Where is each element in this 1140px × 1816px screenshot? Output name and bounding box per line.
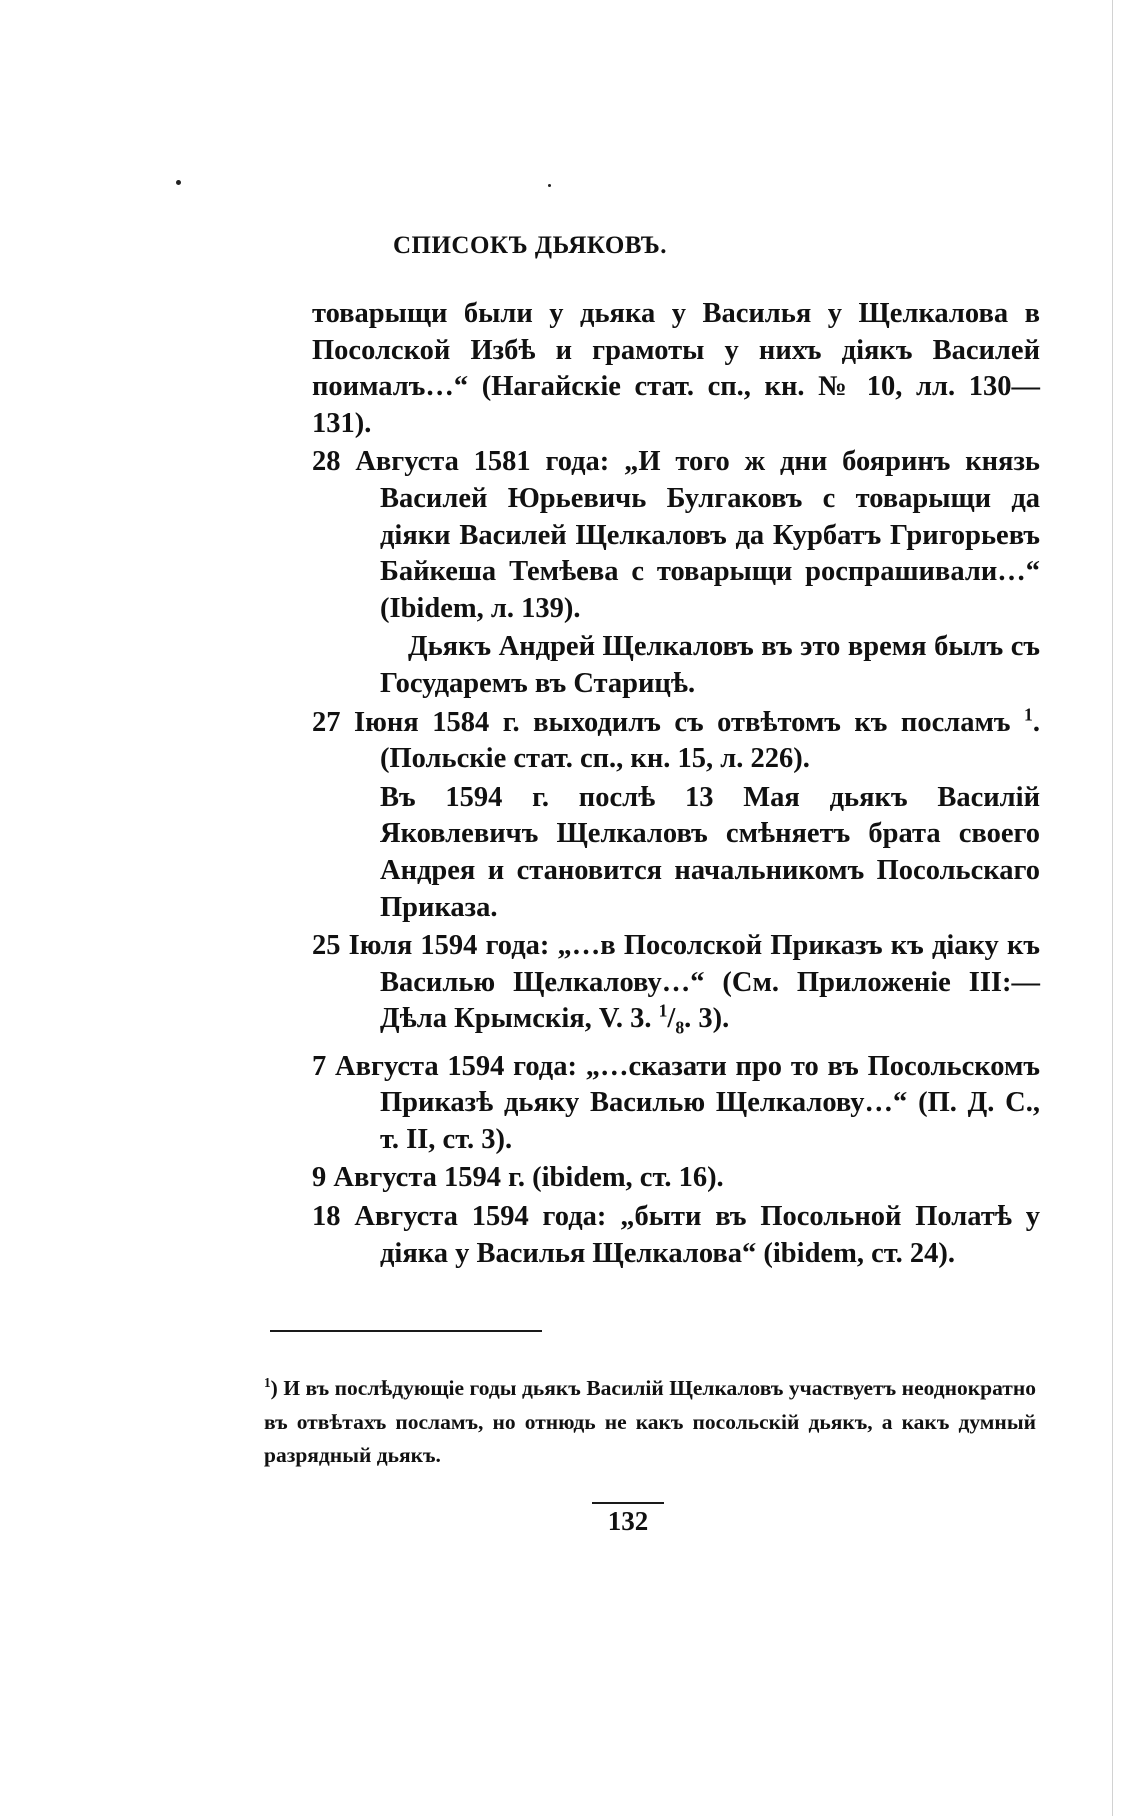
footnote-text: ) И въ послѣдующіе годы дьякъ Василій Щелкаловъ участвуетъ неоднократно въ отвѣтахъ посламъ, но отнюдь не какъ посольскій дьякъ, а какъ думный разрядный дьякъ.	[264, 1376, 1036, 1467]
entry-continuation	[244, 296, 1040, 442]
main-text	[312, 296, 1040, 1274]
running-head: СПИСОКЪ ДЬЯКОВЪ.	[392, 232, 668, 259]
entry-date: 25 Іюля 1594 года:	[312, 930, 558, 962]
entry-dated: 25 Іюля 1594 года: „…в Посолской Приказъ къ діаку къ Василью Щелкалову…“ (См. Приложеніе III:—Дѣла Крымскія, V. 3. $^1/_8$. 3).	[312, 930, 1040, 1038]
fraction-denominator: 8	[675, 1017, 685, 1038]
entry-text: „…сказати про то въ Посольскомъ Приказѣ дьяку Василью Щелкалову…“ (П. Д. С., т. II, ст. 3).	[380, 1050, 1041, 1155]
entry-text: „…в Посолской Приказъ къ діаку къ Василью Щелкалову…“ (См. Приложеніе III:—Дѣла Крымскія, V. 3.	[380, 930, 1040, 1035]
entry-date: 18 Августа 1594 года:	[312, 1200, 621, 1232]
entry-dated	[312, 1049, 1040, 1159]
entry-tail: . 3).	[684, 1003, 730, 1035]
entry-date: 28 Августа 1581 года:	[312, 446, 625, 478]
entry-date: 9 Августа 1594 г.	[312, 1162, 533, 1194]
page-number: 132	[592, 1502, 664, 1537]
entry-text: „И того ж дни бояринъ князь Василей Юрьевичь Булгаковъ с товарыщи да діяки Василей Щелкаловъ да Курбатъ Григорьевъ Байкеша Темѣева с товарыщи роспрашивали…“ (Ibidem, л. 139).	[380, 446, 1040, 624]
entry-text: выходилъ съ отвѣтомъ къ посламъ	[533, 706, 1011, 738]
entry-text: товарыщи были у дьяка у Василья у Щелкалова в Посолской Избѣ и грамоты у нихъ діякъ Василей поималъ…“ (Нагайскіе стат. сп., кн. № 10, лл. 130—131).	[312, 298, 1040, 439]
footnote-rule	[270, 1330, 542, 1332]
entry-dated	[312, 1199, 1040, 1272]
page-edge-line	[1112, 0, 1113, 1816]
footnote-ref[interactable]: 1	[1024, 704, 1033, 725]
entry-text: (ibidem, ст. 16).	[532, 1162, 724, 1194]
entry-text: Въ 1594 г. послѣ 13 Мая дьякъ Василій Яковлевичъ Щелкаловъ смѣняетъ брата своего Андрея и становится начальникомъ Посольскаго Приказа.	[380, 781, 1040, 923]
entry-dated	[312, 705, 1040, 778]
entry-paragraph	[312, 629, 1040, 702]
entry-date: 27 Іюня 1584 г.	[312, 706, 534, 738]
entry-date: 7 Августа 1594 года:	[312, 1050, 586, 1082]
stray-mark-right	[548, 184, 551, 187]
entry-text: Дьякъ Андрей Щелкаловъ въ это время былъ съ Государемъ въ Старицѣ.	[380, 631, 1040, 699]
footnote-marker: 1	[264, 1374, 271, 1390]
entry-dated	[312, 1160, 1040, 1197]
entry-tail: . (Польскіе стат. сп., кн. 15, л. 226).	[380, 706, 1040, 775]
footnote	[264, 1372, 1036, 1473]
stray-mark-left	[176, 180, 181, 185]
entry-paragraph	[312, 780, 1040, 926]
entry-dated	[312, 444, 1040, 627]
fraction-numerator: 1	[658, 1000, 668, 1021]
entry-text: „быти въ Посольной Полатѣ у діяка у Василья Щелкалова“ (ibidem, ст. 24).	[380, 1200, 1040, 1269]
